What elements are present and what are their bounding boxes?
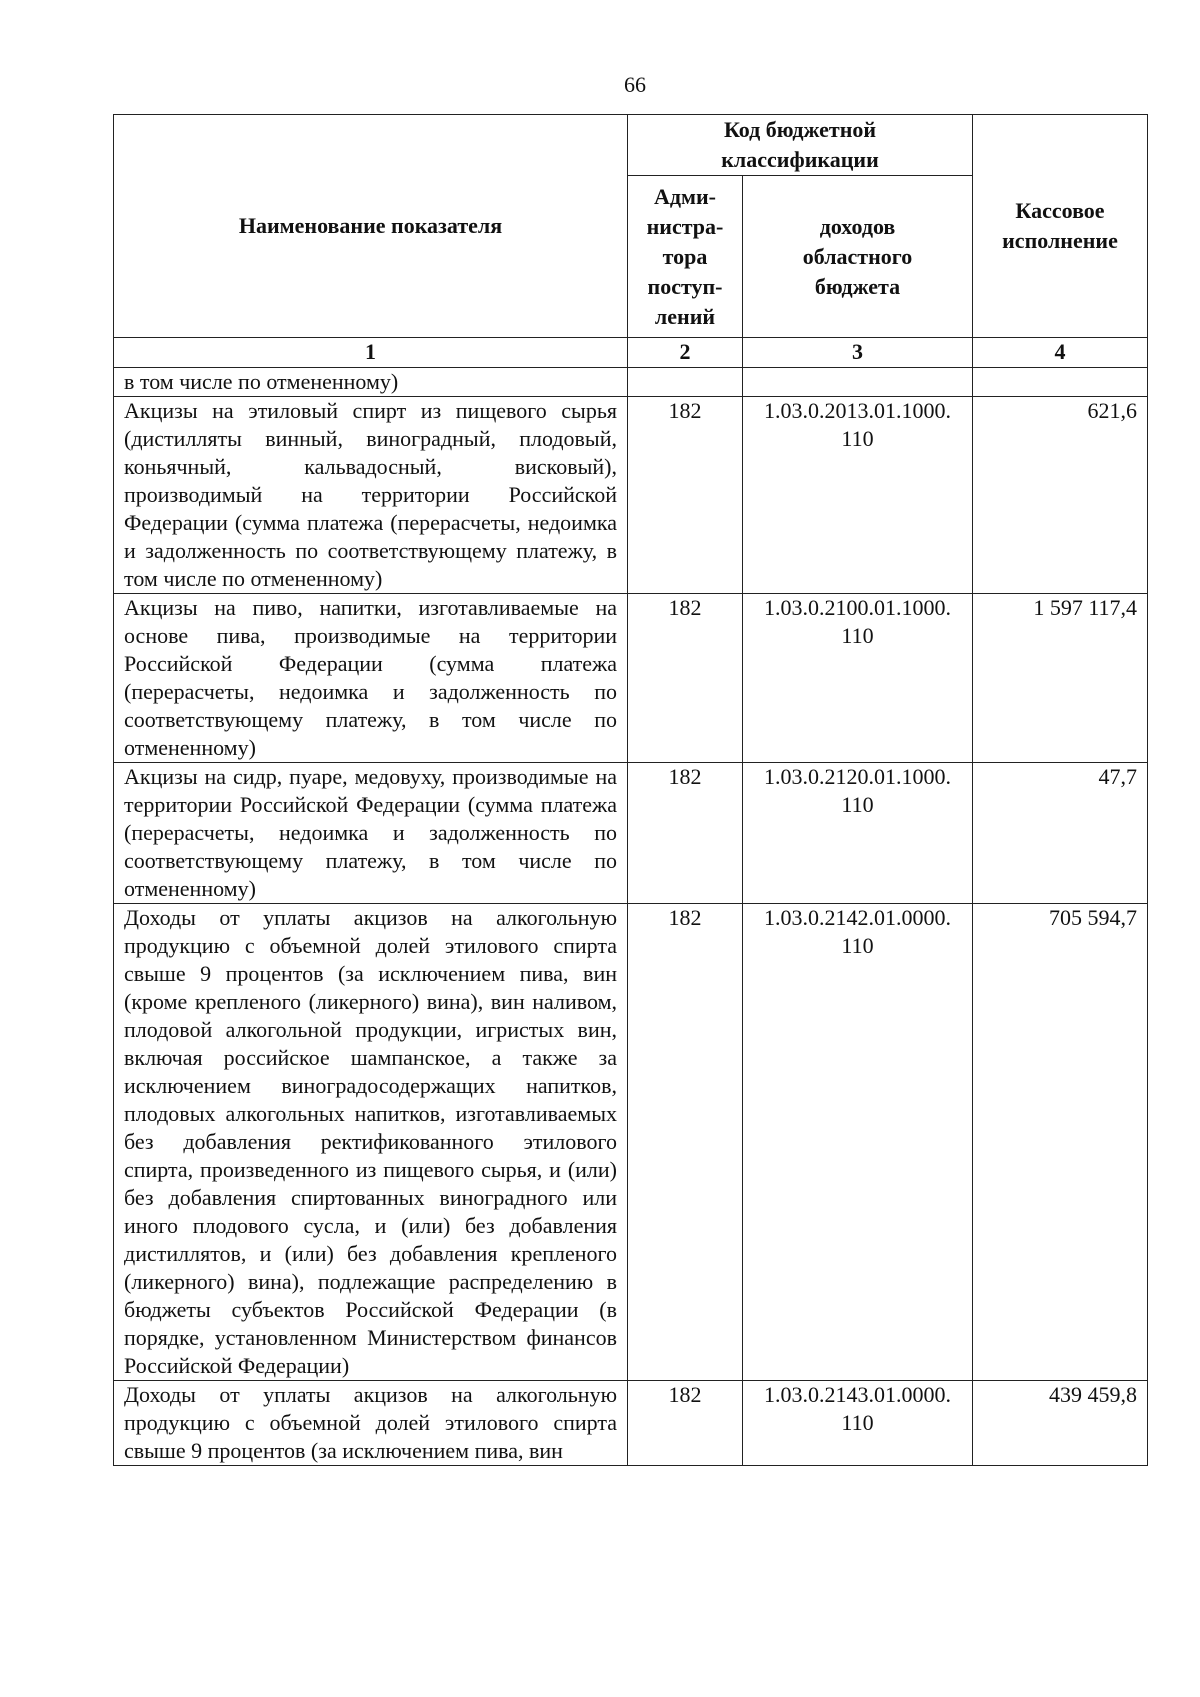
row-name: Доходы от уплаты акцизов на алкогольную продукцию с объемной долей этилового спирта свыше 9 процентов (за исключением пива, вин (кроме крепленого (ликерного) вина), вин наливом, плодовой алкогольной продукции, игристых вин, включая российское шампанское, а также за исключением виноградосодержащих напитков, плодовых алкогольных напитков, изготавливаемых без добавления ректификованного этилового спирта, произведенного из пищевого сырья, и (или) без добавления спиртованных виноградного или иного плодового сусла, и (или) без добавления дистиллятов, и (или) без добавления крепленого (ликерного) вина), подлежащие распределению в бюджеты субъектов Российской Федерации (в порядке, установленном Министерством финансов Российской Федерации) [114, 904, 628, 1381]
row-admin: 182 [628, 594, 743, 763]
budget-table [113, 114, 1148, 1466]
table-row [114, 904, 1148, 1381]
row-code [743, 397, 973, 594]
header-income-line: доходов [819, 213, 896, 239]
row-name: в том числе по отмененному) [114, 368, 628, 397]
row-code-line: 1.03.0.2143.01.0000. [764, 1382, 951, 1407]
header-admin-line: поступ- [647, 273, 723, 299]
row-code-line: 1.03.0.2142.01.0000. [764, 905, 951, 930]
header-amount-line: исполнение [1002, 228, 1118, 253]
header-admin-line: Адми- [653, 183, 716, 209]
row-admin: 182 [628, 763, 743, 904]
row-code-line: 110 [841, 1410, 874, 1435]
column-number: 2 [628, 338, 743, 368]
header-admin-line: лений [654, 303, 716, 329]
table-row [114, 763, 1148, 904]
header-code-group: Код бюджетной классификации [628, 115, 973, 176]
row-code [743, 1381, 973, 1466]
row-name: Акцизы на сидр, пуаре, медовуху, производимые на территории Российской Федерации (сумма платежа (перерасчеты, недоимка и задолженность по соответствующему платежу, в том числе по отмененному) [114, 763, 628, 904]
row-amount: 47,7 [973, 763, 1148, 904]
table-row [114, 1381, 1148, 1466]
header-amount-line: Кассовое [1015, 198, 1105, 223]
column-number: 4 [973, 338, 1148, 368]
row-name: Доходы от уплаты акцизов на алкогольную продукцию с объемной долей этилового спирта свыше 9 процентов (за исключением пива, вин [114, 1381, 628, 1466]
row-code [743, 594, 973, 763]
row-amount: 1 597 117,4 [973, 594, 1148, 763]
row-amount: 621,6 [973, 397, 1148, 594]
row-admin: 182 [628, 397, 743, 594]
page-number: 66 [624, 72, 646, 97]
column-number: 3 [743, 338, 973, 368]
table-row [114, 594, 1148, 763]
row-code-line: 1.03.0.2120.01.1000. [764, 764, 951, 789]
row-code [743, 368, 973, 397]
row-name: Акцизы на пиво, напитки, изготавливаемые на основе пива, производимые на территории Российской Федерации (сумма платежа (перерасчеты, недоимка и задолженность по соответствующему платежу, в том числе по отмененному) [114, 594, 628, 763]
row-name: Акцизы на этиловый спирт из пищевого сырья (дистилляты винный, виноградный, плодовый, коньячный, кальвадосный, висковый), производимый на территории Российской Федерации (сумма платежа (перерасчеты, недоимка и задолженность по соответствующему платежу, в том числе по отмененному) [114, 397, 628, 594]
table-row [114, 397, 1148, 594]
table-row [114, 368, 1148, 397]
header-income-line: бюджета [814, 273, 901, 299]
row-code-line: 110 [841, 426, 874, 451]
header-amount [973, 115, 1148, 338]
row-admin: 182 [628, 904, 743, 1381]
row-admin [628, 368, 743, 397]
row-amount [973, 368, 1148, 397]
row-code [743, 904, 973, 1381]
column-numbers-row [114, 338, 1148, 368]
row-code-line: 110 [841, 933, 874, 958]
column-number: 1 [114, 338, 628, 368]
header-income [743, 176, 973, 338]
row-code-line: 1.03.0.2100.01.1000. [764, 595, 951, 620]
row-code-line: 1.03.0.2013.01.1000. [764, 398, 951, 423]
header-admin-line: нистра- [646, 213, 724, 239]
header-income-line: областного [802, 243, 913, 269]
header-admin [628, 176, 743, 338]
row-amount: 439 459,8 [973, 1381, 1148, 1466]
row-amount: 705 594,7 [973, 904, 1148, 1381]
row-admin: 182 [628, 1381, 743, 1466]
row-code [743, 763, 973, 904]
header-name: Наименование показателя [114, 115, 628, 338]
row-code-line: 110 [841, 792, 874, 817]
row-code-line: 110 [841, 623, 874, 648]
header-admin-line: тора [662, 243, 708, 269]
